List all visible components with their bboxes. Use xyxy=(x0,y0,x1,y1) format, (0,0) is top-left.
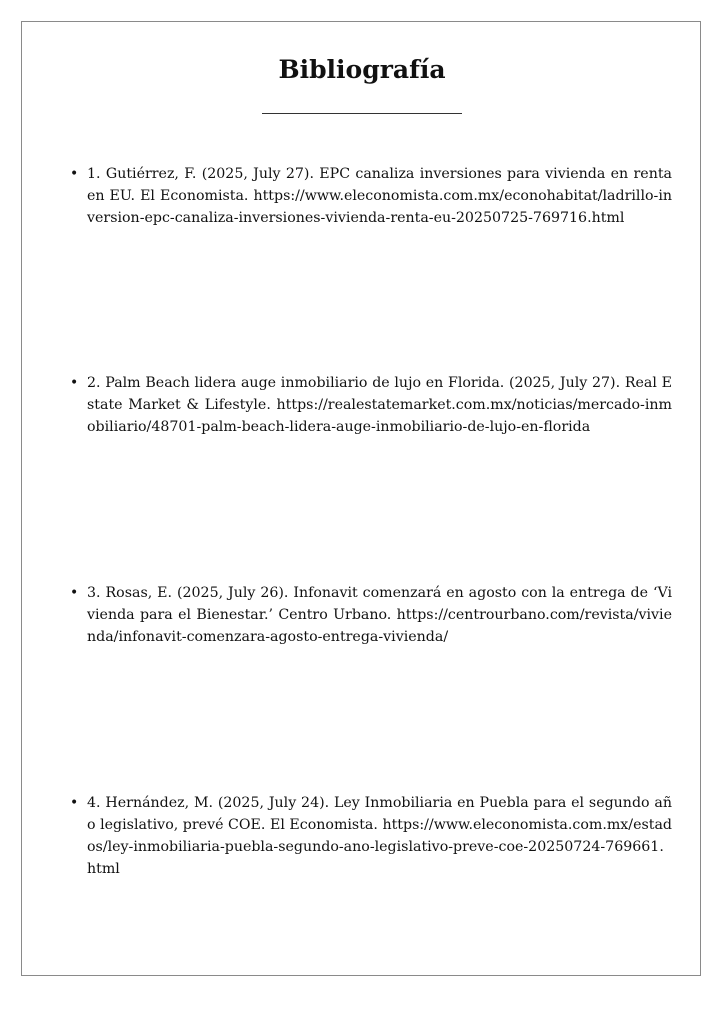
entry-number: 2. xyxy=(87,375,101,391)
entry-url-link[interactable]: https://www.eleconomista.com.mx/econohabitat/ladrillo-inversion-epc-canaliza-inversiones-vivienda-renta-eu-20250725-769716.html xyxy=(87,188,672,226)
entry-url-link[interactable]: https://centrourbano.com/revista/vivienda/infonavit-comenzara-agosto-entrega-vivienda/ xyxy=(87,607,672,645)
entry-citation: Gutiérrez, F. (2025, July 27). EPC canaliza inversiones para vivienda en renta en EU. El Economista. xyxy=(87,166,672,204)
bullet-icon: • xyxy=(70,375,79,391)
bullet-icon: • xyxy=(70,585,79,601)
entry-url-link[interactable]: https://realestatemarket.com.mx/noticias/mercado-inmobiliario/48701-palm-beach-lidera-auge-inmobiliario-de-lujo-en-florida xyxy=(87,397,672,435)
bibliography-entry-2 xyxy=(70,372,672,438)
entry-citation: Palm Beach lidera auge inmobiliario de lujo en Florida. (2025, July 27). Real Estate Market & Lifestyle. xyxy=(87,375,672,413)
page-title: Bibliografía xyxy=(278,55,446,84)
bibliography-entry-3 xyxy=(70,582,673,648)
entry-citation: Rosas, E. (2025, July 26). Infonavit comenzará en agosto con la entrega de ‘Vivienda para el Bienestar.’ Centro Urbano. xyxy=(87,585,673,623)
bullet-icon: • xyxy=(70,166,79,182)
entry-url-link[interactable]: https://www.eleconomista.com.mx/estados/ley-inmobiliaria-puebla-segundo-ano-legislativo-preve-coe-20250724-769661.html xyxy=(87,817,673,877)
bullet-icon: • xyxy=(70,795,79,811)
title-divider xyxy=(262,113,462,114)
entry-number: 4. xyxy=(87,795,101,811)
bibliography-entry-4 xyxy=(70,792,673,880)
bibliography-entry-1 xyxy=(70,163,672,229)
entry-number: 3. xyxy=(87,585,101,601)
entry-citation: Hernández, M. (2025, July 24). Ley Inmobiliaria en Puebla para el segundo año legislativo, prevé COE. El Economista. xyxy=(87,795,672,833)
entry-number: 1. xyxy=(87,166,101,182)
